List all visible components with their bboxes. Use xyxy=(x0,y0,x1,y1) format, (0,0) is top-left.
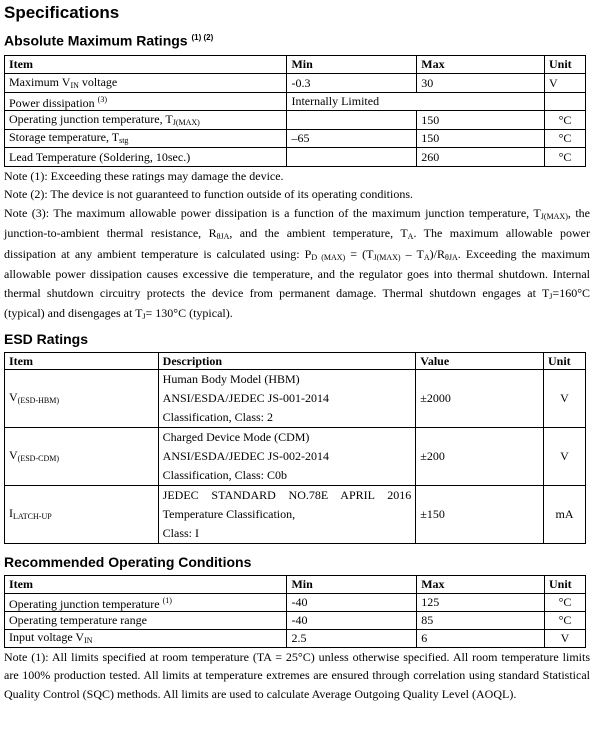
amr-note-1: Note (1): Exceeding these ratings may damage the device. xyxy=(4,168,284,183)
amr-max xyxy=(417,92,545,111)
amr-min: -0.3 xyxy=(287,74,417,93)
esd-col-unit: Unit xyxy=(544,352,586,369)
amr-max: 150 xyxy=(417,111,545,130)
amr-col-item: Item xyxy=(5,55,287,74)
roc-item xyxy=(5,629,287,647)
note3-sub: J xyxy=(142,312,146,322)
roc-col-min: Min xyxy=(287,575,417,593)
amr-min: Internally Limited xyxy=(287,92,417,111)
roc-heading: Recommended Operating Conditions xyxy=(4,553,252,570)
amr-item-sub: stg xyxy=(119,136,129,146)
roc-note-1: Note (1): All limits specified at room temperature (TA = 25°C) unless otherwise specified. All room temperature limits are 100% production tested. All limits at temperature extremes are ensured through correlation using standard Statistical Quality Control (SQC) methods. All limits are used to calculate Average Outgoing Quality Level (AOQL). xyxy=(4,649,590,701)
amr-unit: °C xyxy=(545,148,586,167)
roc-unit: V xyxy=(545,629,586,647)
esd-desc-line: Temperature Classification, xyxy=(162,506,296,521)
amr-col-max: Max xyxy=(417,55,545,74)
esd-item xyxy=(5,485,159,543)
amr-heading xyxy=(4,29,590,50)
note3-part: – T xyxy=(400,246,424,261)
amr-item xyxy=(5,74,287,93)
table-row xyxy=(5,74,586,93)
esd-desc-line: Charged Device Mode (CDM) xyxy=(162,429,310,444)
esd-desc-line: Classification, Class: C0b xyxy=(162,467,288,482)
table-row xyxy=(5,611,586,629)
esd-desc-line: Classification, Class: 2 xyxy=(162,409,273,424)
esd-unit: V xyxy=(544,369,586,427)
roc-col-max: Max xyxy=(417,575,545,593)
note3-part: , and the ambient temperature, T xyxy=(229,226,408,241)
table-row xyxy=(5,485,586,543)
roc-unit: °C xyxy=(545,611,586,629)
amr-item-text: Maximum V xyxy=(9,74,71,89)
roc-min: -40 xyxy=(287,593,417,611)
amr-max: 30 xyxy=(417,74,545,93)
amr-heading-notes: (1) (2) xyxy=(191,33,214,42)
amr-col-unit: Unit xyxy=(545,55,586,74)
note3-part: , the junction-to-ambient thermal resistance, R xyxy=(4,205,590,241)
amr-max: 260 xyxy=(417,148,545,167)
note3-sub: D (MAX) xyxy=(311,252,346,262)
note3-part: )/R xyxy=(429,246,446,261)
amr-item xyxy=(5,111,287,130)
esd-item xyxy=(5,427,159,485)
esd-description xyxy=(158,369,416,427)
amr-item xyxy=(5,129,287,148)
amr-item-text: Operating junction temperature, T xyxy=(9,111,173,126)
table-row xyxy=(5,129,586,148)
esd-unit: V xyxy=(544,427,586,485)
roc-table xyxy=(4,575,586,648)
note3-part: . The maximum allowable power dissipation at any ambient temperature is calculated using: P xyxy=(4,226,590,261)
esd-item-sub: (ESD-CDM) xyxy=(17,454,60,464)
table-row xyxy=(5,427,586,485)
note3-part: =160°C (typical) and disengages at T xyxy=(4,285,590,321)
note3-sub: A xyxy=(407,232,414,242)
esd-value: ±2000 xyxy=(416,369,544,427)
esd-unit: mA xyxy=(544,485,586,543)
amr-item-sub: J(MAX) xyxy=(172,117,200,127)
esd-desc-line: Class: I xyxy=(162,525,200,540)
note3-sub: J(MAX) xyxy=(540,211,568,221)
note3-part: = 130°C (typical). xyxy=(145,306,233,321)
amr-heading-text: Absolute Maximum Ratings xyxy=(4,32,188,49)
roc-col-unit: Unit xyxy=(545,575,586,593)
roc-min: -40 xyxy=(287,611,417,629)
table-row xyxy=(5,111,586,130)
amr-unit: °C xyxy=(545,111,586,130)
amr-item xyxy=(5,92,287,111)
roc-col-item: Item xyxy=(5,575,287,593)
esd-desc-line: Human Body Model (HBM) xyxy=(162,371,300,386)
esd-heading: ESD Ratings xyxy=(4,330,89,347)
amr-table xyxy=(4,55,586,167)
roc-max: 125 xyxy=(417,593,545,611)
amr-col-min: Min xyxy=(287,55,417,74)
esd-table xyxy=(4,352,586,544)
esd-description xyxy=(158,427,416,485)
amr-min xyxy=(287,148,417,167)
amr-item: Lead Temperature (Soldering, 10sec.) xyxy=(5,148,287,167)
esd-item xyxy=(5,369,159,427)
amr-note-3 xyxy=(4,204,590,325)
esd-header-row xyxy=(5,352,586,369)
roc-item-sup: (1) xyxy=(162,595,172,605)
table-row xyxy=(5,593,586,611)
roc-header-row xyxy=(5,575,586,593)
table-row xyxy=(5,148,586,167)
roc-item xyxy=(5,593,287,611)
esd-item-text: V xyxy=(9,448,18,463)
roc-item-text: Input voltage V xyxy=(9,630,85,645)
page-title: Specifications xyxy=(4,3,120,22)
note3-part: . Exceeding the maximum allowable power dissipation causes excessive die temperature, and the regulator goes into thermal shutdown. Internal thermal shutdown circuitry protects the device from permanent damage. Thermal shutdown engages at T xyxy=(4,246,590,300)
amr-unit xyxy=(545,92,586,111)
esd-item-text: I xyxy=(9,506,13,521)
table-row xyxy=(5,629,586,647)
table-row xyxy=(5,92,586,111)
esd-col-item: Item xyxy=(5,352,159,369)
roc-item: Operating temperature range xyxy=(5,611,287,629)
esd-item-text: V xyxy=(9,390,18,405)
note3-part: Note (3): The maximum allowable power dissipation is a function of the maximum junction temperature, T xyxy=(4,205,541,220)
roc-max: 6 xyxy=(417,629,545,647)
esd-desc-line: ANSI/ESDA/JEDEC JS-001-2014 xyxy=(162,390,330,405)
roc-max: 85 xyxy=(417,611,545,629)
amr-item-text: Power dissipation xyxy=(9,95,98,110)
esd-value: ±150 xyxy=(416,485,544,543)
esd-description xyxy=(158,485,416,543)
amr-min xyxy=(287,111,417,130)
roc-item-text: Operating junction temperature xyxy=(9,596,163,611)
esd-item-sub: LATCH-UP xyxy=(13,512,52,522)
roc-min: 2.5 xyxy=(287,629,417,647)
note3-sub: A xyxy=(423,252,430,262)
amr-max: 150 xyxy=(417,129,545,148)
amr-item-tail: voltage xyxy=(78,74,118,89)
amr-min: –65 xyxy=(287,129,417,148)
note3-sub: θJA xyxy=(445,252,458,262)
roc-item-sub: IN xyxy=(84,636,93,646)
table-row xyxy=(5,369,586,427)
esd-desc-line: JEDEC STANDARD NO.78E APRIL 2016 xyxy=(162,487,412,502)
esd-col-description: Description xyxy=(158,352,416,369)
esd-value: ±200 xyxy=(416,427,544,485)
amr-item-sub: IN xyxy=(70,80,79,90)
esd-item-sub: (ESD-HBM) xyxy=(17,396,60,406)
roc-unit: °C xyxy=(545,593,586,611)
note3-sub: θJA xyxy=(216,232,230,242)
esd-desc-line: ANSI/ESDA/JEDEC JS-002-2014 xyxy=(162,448,330,463)
amr-unit: V xyxy=(545,74,586,93)
amr-note-2: Note (2): The device is not guaranteed to function outside of its operating conditions. xyxy=(4,187,414,202)
amr-item-text: Storage temperature, T xyxy=(9,130,120,145)
note3-sub: J xyxy=(549,291,553,301)
esd-col-value: Value xyxy=(416,352,544,369)
amr-unit: °C xyxy=(545,129,586,148)
amr-header-row xyxy=(5,55,586,74)
note3-part: = (T xyxy=(345,246,374,261)
note3-sub: J(MAX) xyxy=(373,252,401,262)
amr-item-sup: (3) xyxy=(97,94,107,104)
